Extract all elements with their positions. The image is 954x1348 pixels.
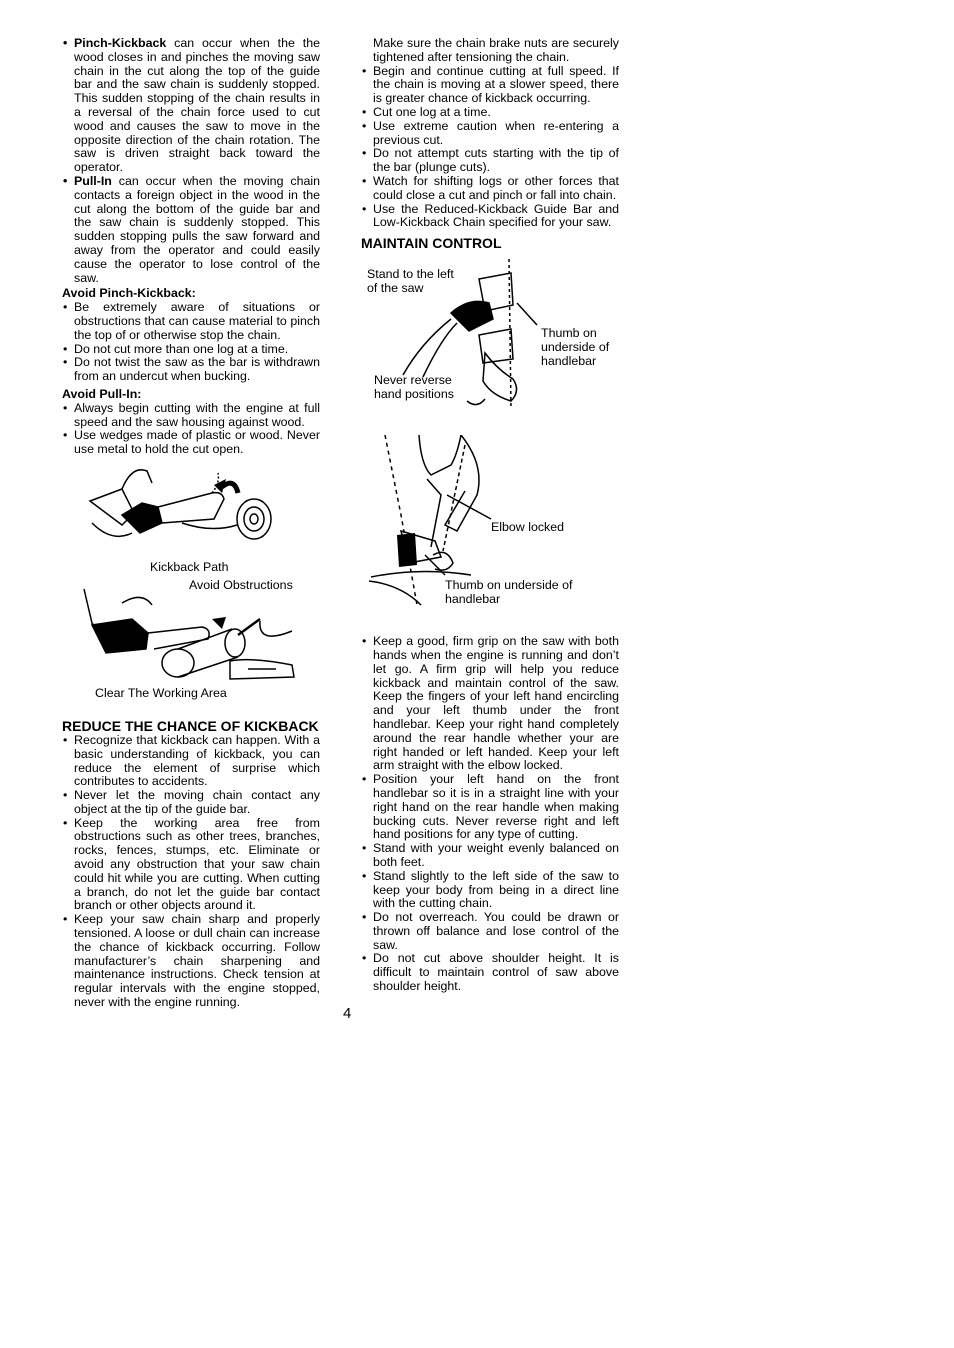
- list-item: • Be extremely aware of situations or obstructions that can cause material to pinch the top of or otherwise stop the chain.: [62, 301, 320, 342]
- list-item: • Recognize that kickback can happen. With a basic understanding of kickback, you can reduce the element of surprise which contributes to accidents.: [62, 734, 320, 789]
- list-item: • Do not attempt cuts starting with the tip of the bar (plunge cuts).: [361, 147, 619, 175]
- control-tips-list: [361, 635, 619, 994]
- kickback-path-caption: Kickback Path: [150, 559, 229, 574]
- avoid-obstructions-illustration: [62, 583, 320, 683]
- maintain-control-heading: MAINTAIN CONTROL: [361, 235, 502, 252]
- avoid-obstructions-figure: [62, 579, 320, 709]
- clear-working-area-caption: Clear The Working Area: [95, 685, 227, 700]
- avoid-pinch-list: [62, 301, 320, 384]
- list-item: • Use wedges made of plastic or wood. Never use metal to hold the cut open.: [62, 429, 320, 457]
- list-item: • Watch for shifting logs or other forces that could close a cut and pinch or fall into chain.: [361, 175, 619, 203]
- reduce-kickback-list: [62, 734, 320, 1010]
- list-item: • Position your left hand on the front handlebar so it is in a straight line with your right hand on the rear handle when making bucking cuts. Never reverse right and left hand positions for any type of cutting.: [361, 773, 619, 842]
- right-column: [361, 37, 619, 994]
- list-item: • Stand slightly to the left side of the saw to keep your body from being in a direct line with the cutting chain.: [361, 870, 619, 911]
- never-reverse-label: Never reverse hand positions: [374, 373, 454, 401]
- list-item: • Do not cut more than one log at a time.: [62, 343, 320, 357]
- kickback-path-figure: [62, 463, 320, 575]
- list-item: • Use extreme caution when re-entering a previous cut.: [361, 120, 619, 148]
- list-item: • Do not cut above shoulder height. It is difficult to maintain control of saw above shoulder height.: [361, 952, 619, 993]
- avoid-obstructions-caption: Avoid Obstructions: [189, 577, 293, 592]
- kickback-path-illustration: [62, 463, 320, 559]
- list-item: • Never let the moving chain contact any object at the tip of the guide bar.: [62, 789, 320, 817]
- list-item: • Pinch-Kickback can occur when the the wood closes in and pinches the moving saw chain in the cut along the top of the guide bar and the saw chain is suddenly stopped. This sudden stopping of the chain results in a reversal of the chain force used to cut wood and causes the saw to move in the opposite direction of the chain rotation. The saw is driven straight back toward the operator.: [62, 37, 320, 175]
- list-item: • Stand with your weight evenly balanced on both feet.: [361, 842, 619, 870]
- avoid-pull-heading: Avoid Pull-In:: [62, 386, 142, 401]
- list-item: • Do not overreach. You could be drawn or thrown off balance and lose control of the saw.: [361, 911, 619, 952]
- avoid-pull-list: [62, 402, 320, 457]
- list-item: • Cut one log at a time.: [361, 106, 619, 120]
- thumb-underside-label-2: Thumb on underside of handlebar: [445, 578, 573, 606]
- list-item: • Begin and continue cutting at full speed. If the chain is moving at a slower speed, there is greater chance of kickback occurring.: [361, 65, 619, 106]
- list-item: • Pull-In can occur when the moving chain contacts a foreign object in the wood in the cut along the bottom of the guide bar and the saw chain is suddenly stopped. This sudden stopping pulls the saw forward and away from the operator and could easily cause the operator to lose control of the saw.: [62, 175, 320, 285]
- list-item: • Do not twist the saw as the bar is withdrawn from an undercut when bucking.: [62, 356, 320, 384]
- stand-left-label: Stand to the left of the saw: [367, 267, 454, 295]
- elbow-locked-label: Elbow locked: [491, 520, 565, 535]
- list-item: • Always begin cutting with the engine at full speed and the saw housing against wood.: [62, 402, 320, 430]
- list-item: • Keep your saw chain sharp and properly tensioned. A loose or dull chain can increase the chance of kickback occurring. Follow manufacturer’s chain sharpening and maintenance instructions. Check tension at regular intervals with the engine stopped, never with the engine running.: [62, 913, 320, 1010]
- list-item: • Use the Reduced-Kickback Guide Bar and Low-Kickback Chain specified for your saw.: [361, 203, 619, 231]
- elbow-locked-figure: [361, 435, 619, 621]
- continued-text: Make sure the chain brake nuts are securely tightened after tensioning the chain.: [373, 36, 619, 64]
- grip-figure: [361, 259, 619, 425]
- left-column: [62, 37, 320, 1010]
- list-item: • Keep a good, firm grip on the saw with both hands when the engine is running and don’t let go. A firm grip will help you reduce kickback and maintain control of the saw. Keep the fingers of your left hand encircling and your left thumb under the front handlebar. Keep your right hand completely around the rear handle whether your are right handed or left handed. Keep your left arm straight with the elbow locked.: [361, 635, 619, 773]
- cutting-tips-list: [361, 65, 619, 231]
- thumb-underside-label: Thumb on underside of handlebar: [541, 326, 610, 368]
- kickback-types-list: [62, 37, 320, 285]
- reduce-kickback-heading: REDUCE THE CHANCE OF KICKBACK: [62, 717, 319, 734]
- list-item: • Keep the working area free from obstructions such as other trees, branches, rocks, fences, stumps, etc. Eliminate or avoid any obstruction that your saw chain could hit while you are cutting. When cutting a branch, do not let the guide bar contact branch or other objects around it.: [62, 817, 320, 914]
- page-number: 4: [343, 1005, 352, 1022]
- avoid-pinch-heading: Avoid Pinch-Kickback:: [62, 286, 196, 301]
